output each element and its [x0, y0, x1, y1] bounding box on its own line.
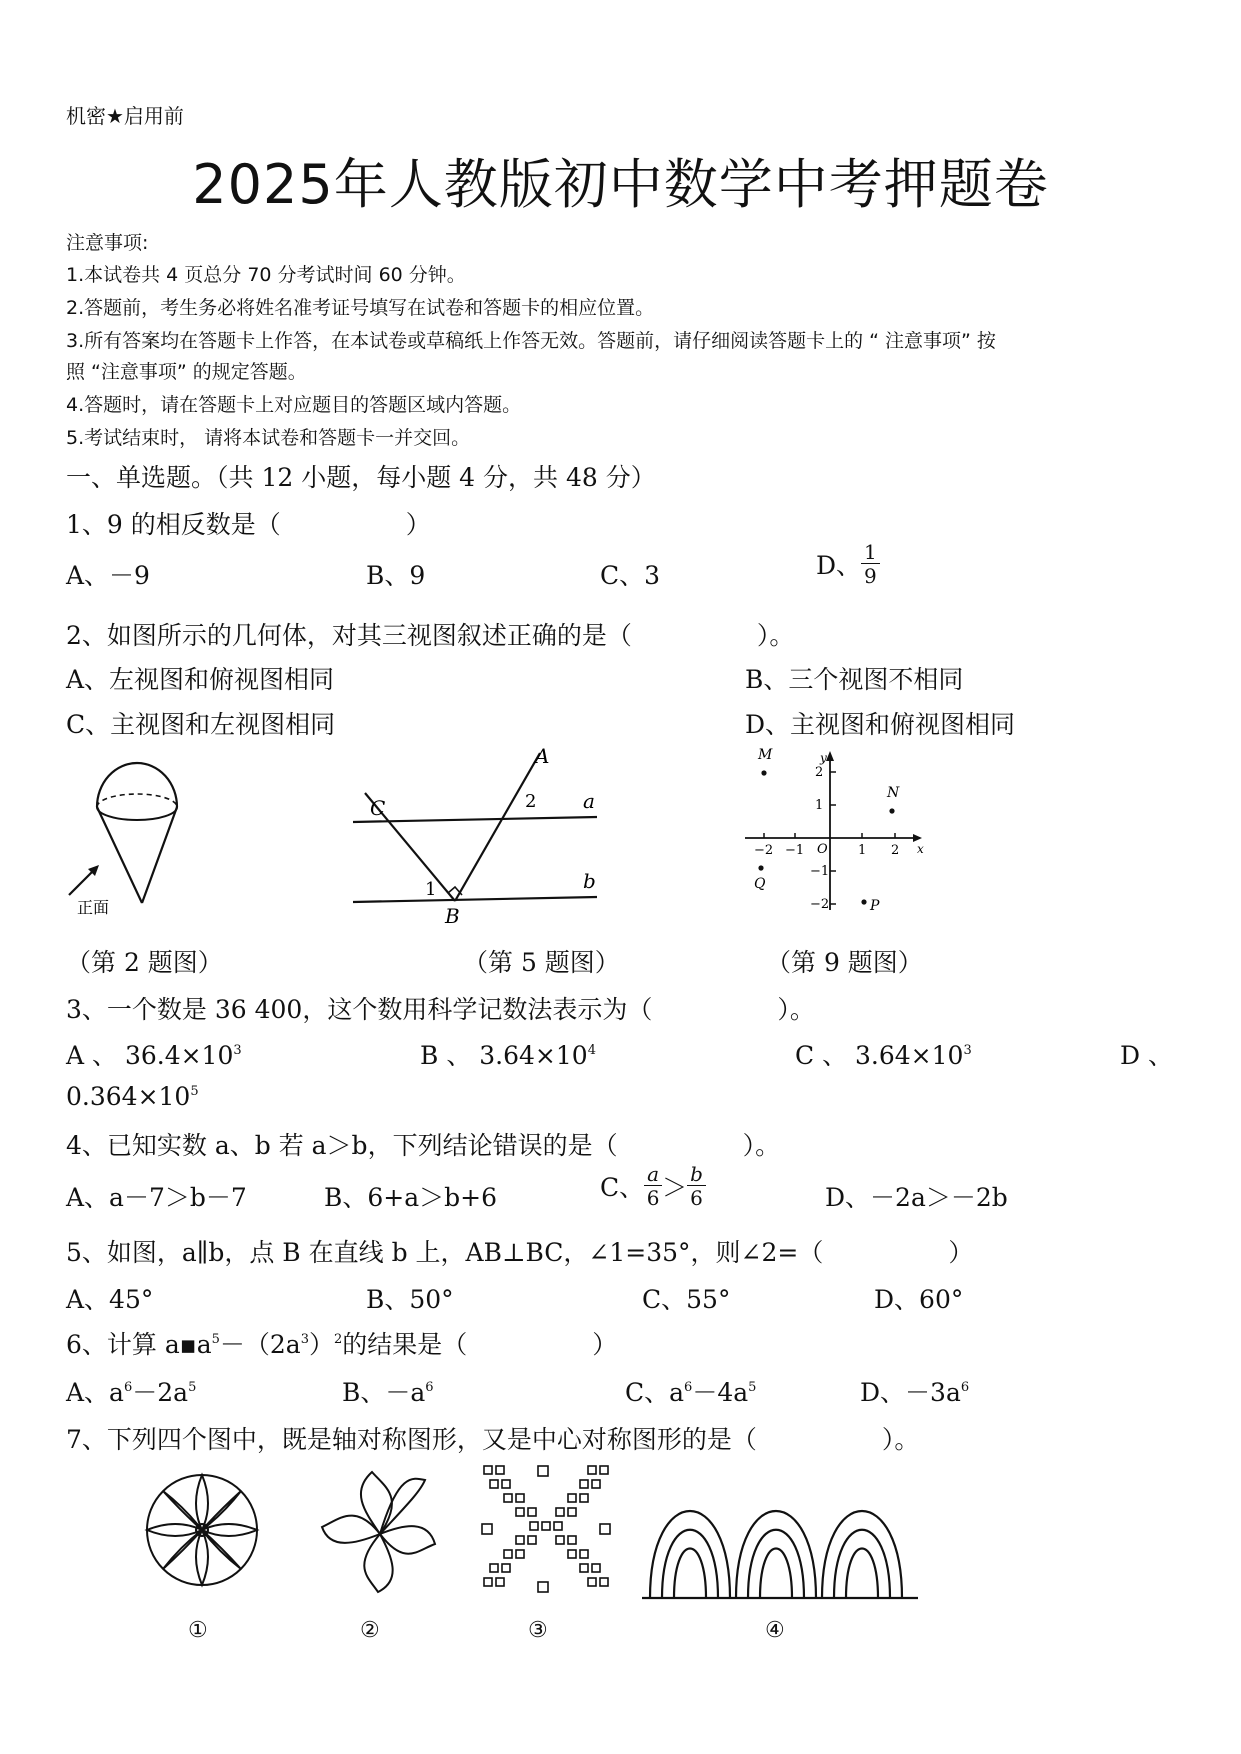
figure-q7-pinwheel	[310, 1462, 450, 1612]
note-item: 4.答题时，请在答题卡上对应题目的答题区域内答题。	[66, 394, 522, 416]
q7-stem: 7、下列四个图中，既是轴对称图形，又是中心对称图形的是（ ）。	[66, 1425, 920, 1454]
q2-option-c: C、主视图和左视图相同	[66, 710, 336, 739]
confidential-mark: 机密★启用前	[66, 104, 184, 128]
q3-b-base: B 、 3.64×10	[420, 1041, 588, 1070]
y-tick: 2	[815, 765, 824, 780]
q6-stem-part: －（2a	[219, 1330, 301, 1359]
denominator: 9	[864, 564, 877, 588]
q1-option-d	[816, 542, 880, 586]
q4-c-prefix: C、	[600, 1173, 645, 1202]
figure-q5-parallel-lines	[345, 745, 615, 925]
figure-q2-solid	[55, 745, 205, 920]
caption-fig5: （第 5 题图）	[463, 948, 620, 977]
caption-fig2: （第 2 题图）	[66, 948, 223, 977]
x-tick: 1	[858, 843, 867, 858]
q6-stem	[66, 1325, 617, 1361]
q6-stem-exp: 3	[300, 1332, 309, 1347]
note-item: 5.考试结束时， 请将本试卷和答题卡一并交回。	[66, 427, 471, 449]
origin-label: O	[817, 842, 828, 857]
q4-option-a: A、a－7＞b－7	[66, 1183, 247, 1212]
q6-stem-part: 6、计算 a▪a	[66, 1330, 212, 1359]
q1-option-b: B、9	[366, 561, 426, 590]
q3-c-exp: 3	[963, 1043, 972, 1058]
q4-option-d: D、－2a＞－2b	[825, 1183, 1008, 1212]
q6-stem-part: 的结果是（ ）	[342, 1330, 618, 1359]
q3-option-b	[420, 1036, 596, 1072]
q1-option-c: C、3	[600, 561, 661, 590]
label-a: a	[583, 789, 595, 813]
segment-ab	[455, 753, 540, 901]
q5-stem: 5、如图，a∥b，点 B 在直线 b 上，AB⊥BC，∠1=35°，则∠2=（ ）	[66, 1238, 974, 1267]
note-item: 1.本试卷共 4 页总分 70 分考试时间 60 分钟。	[66, 264, 466, 286]
denominator: 6	[690, 1186, 703, 1210]
q3-d-exp: 5	[190, 1084, 199, 1099]
point-p-label: P	[870, 898, 880, 914]
label-C: C	[370, 796, 386, 820]
q1-stem: 1、9 的相反数是（ ）	[66, 510, 431, 539]
point-n-label: N	[887, 785, 900, 801]
y-tick: 1	[815, 798, 824, 813]
q3-c-base: C 、 3.64×10	[795, 1041, 964, 1070]
point-m	[761, 770, 766, 775]
fig2-front-label: 正面	[77, 898, 110, 917]
q3-option-c	[795, 1036, 972, 1072]
q3-option-d-prefix: D 、	[1120, 1041, 1173, 1070]
angle-1-label: 1	[425, 879, 437, 900]
q2-option-b: B、三个视图不相同	[745, 665, 964, 694]
point-q-label: Q	[754, 876, 766, 892]
q6-b-part: B、－a	[342, 1378, 426, 1407]
label-b: b	[583, 869, 596, 893]
q6-option-c	[625, 1373, 756, 1409]
q6-c-part: －4a	[692, 1378, 749, 1407]
q3-option-d	[66, 1082, 199, 1111]
q3-stem: 3、一个数是 36 400，这个数用科学记数法表示为（ ）。	[66, 995, 815, 1024]
angle-2-label: 2	[525, 791, 537, 812]
figure-q9-coordinate-plane	[740, 745, 940, 930]
figure-q7-arches	[640, 1462, 920, 1612]
x-axis-label: x	[917, 842, 924, 856]
q1-option-a: A、－9	[66, 561, 150, 590]
q3-b-exp: 4	[587, 1043, 596, 1058]
label-B: B	[445, 904, 460, 925]
q6-b-exp: 6	[425, 1380, 434, 1395]
point-q	[758, 865, 763, 870]
point-p	[861, 899, 866, 904]
line-b	[353, 897, 597, 902]
q1-d-prefix: D、	[816, 551, 862, 580]
y-tick: −2	[810, 897, 830, 912]
q4-stem: 4、已知实数 a、b 若 a＞b，下列结论错误的是（ ）。	[66, 1131, 781, 1160]
q6-a-part: －2a	[132, 1378, 189, 1407]
q3-a-base: A 、 36.4×10	[66, 1041, 234, 1070]
q3-option-a	[66, 1036, 242, 1072]
y-tick: −1	[810, 864, 830, 879]
q6-a-exp: 5	[188, 1380, 197, 1395]
q6-d-part: D、－3a	[860, 1378, 961, 1407]
q6-c-exp: 5	[748, 1380, 757, 1395]
q3-d-base: 0.364×10	[66, 1082, 191, 1111]
numerator: b	[687, 1164, 706, 1186]
note-item: 照 “注意事项” 的规定答题。	[66, 361, 307, 383]
q5-option-a: A、45°	[66, 1285, 154, 1314]
q6-stem-exp: 5	[211, 1332, 220, 1347]
numerator: a	[644, 1164, 662, 1186]
caption-fig9: （第 9 题图）	[766, 948, 923, 977]
q3-a-exp: 3	[233, 1043, 242, 1058]
q7-label-1: ①	[188, 1618, 208, 1643]
q2-option-d: D、主视图和俯视图相同	[745, 710, 1016, 739]
q6-stem-exp: 2	[334, 1332, 343, 1347]
q2-stem: 2、如图所示的几何体，对其三视图叙述正确的是（ ）。	[66, 621, 795, 650]
q6-a-part: A、a	[66, 1378, 124, 1407]
q7-label-3: ③	[528, 1618, 548, 1643]
section-heading: 一、单选题。（共 12 小题，每小题 4 分，共 48 分）	[66, 463, 656, 492]
note-item: 2.答题前，考生务必将姓名准考证号填写在试卷和答题卡的相应位置。	[66, 297, 655, 319]
q6-c-part: C、a	[625, 1378, 685, 1407]
q4-option-b: B、6+a＞b+6	[324, 1183, 497, 1212]
q5-option-b: B、50°	[366, 1285, 454, 1314]
x-tick: 2	[891, 843, 900, 858]
note-item: 3.所有答案均在答题卡上作答，在本试卷或草稿纸上作答无效。答题前，请仔细阅读答题卡上的 “ 注意事项” 按	[66, 330, 996, 352]
x-tick: −2	[754, 843, 774, 858]
q6-c-exp: 6	[684, 1380, 693, 1395]
q6-stem-part: ）	[308, 1330, 334, 1359]
q5-option-c: C、55°	[642, 1285, 731, 1314]
point-n	[889, 808, 894, 813]
exam-title: 2025年人教版初中数学中考押题卷	[192, 153, 1049, 216]
q2-option-a: A、左视图和俯视图相同	[66, 665, 335, 694]
notes-heading: 注意事项:	[66, 232, 149, 254]
q6-option-d	[860, 1373, 969, 1409]
q6-a-exp: 6	[123, 1380, 133, 1395]
numerator: 1	[861, 542, 880, 564]
label-A: A	[535, 745, 550, 768]
q4-option-c	[600, 1164, 706, 1208]
figure-q7-rosette	[132, 1460, 272, 1610]
denominator: 6	[646, 1186, 660, 1210]
x-tick: −1	[785, 843, 805, 858]
q6-option-a	[66, 1373, 196, 1409]
q4-c-gt: ＞	[662, 1173, 688, 1202]
fraction	[861, 542, 880, 586]
fraction	[687, 1164, 706, 1208]
figure-q7-block-pattern	[476, 1460, 616, 1610]
fraction	[644, 1164, 662, 1208]
y-axis-label: y	[820, 751, 827, 765]
q5-option-d: D、60°	[874, 1285, 964, 1314]
q6-d-exp: 6	[960, 1380, 970, 1395]
q7-label-4: ④	[765, 1618, 785, 1643]
q6-option-b	[342, 1373, 434, 1409]
q7-label-2: ②	[360, 1618, 380, 1643]
point-m-label: M	[758, 747, 773, 763]
